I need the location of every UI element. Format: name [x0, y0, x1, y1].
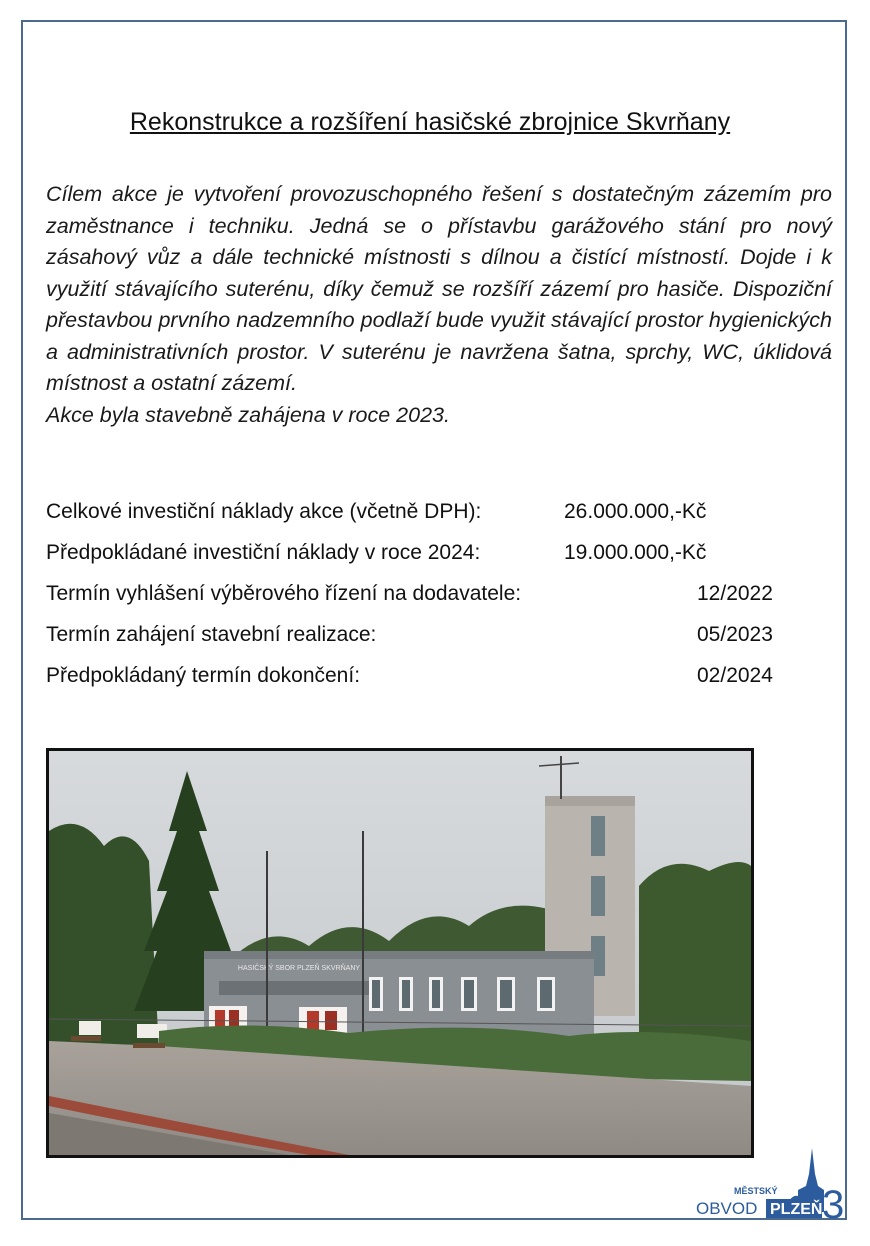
fact-label: Celkové investiční náklady akce (včetně DPH): — [46, 500, 482, 523]
fact-label: Termín zahájení stavební realizace: — [46, 623, 377, 646]
fact-value: 05/2023 — [697, 623, 773, 646]
page-title: Rekonstrukce a rozšíření hasičské zbrojnice Skvrňany — [129, 108, 731, 136]
fact-row — [46, 500, 707, 524]
fact-label: Předpokládaný termín dokončení: — [46, 664, 361, 687]
logo-line2b: PLZEŇ — [770, 1201, 823, 1218]
logo-line1: MĚSTSKÝ — [734, 1186, 778, 1196]
intro-text — [46, 179, 832, 431]
logo-line2a: OBVOD — [696, 1199, 758, 1218]
fact-row — [46, 541, 707, 565]
fact-label: Předpokládané investiční náklady v roce 2024: — [46, 541, 481, 564]
fire-station-photo — [46, 748, 754, 1158]
intro-paragraph: Cílem akce je vytvoření provozuschopného řešení s dostatečným zázemím pro zaměstnance i techniku. Jedná se o přístavbu garážového stání pro nový zásahový vůz a dále technické místnosti s dílnou a čistící místností. Dojde i k využití stávajícího suterénu, díky čemuž se rozšíří zázemí pro hasiče. Dispoziční přestavbou prvního nadzemního podlaží bude využit stávající prostor hygienických a administrativních prostor. V suterénu je navržena šatna, sprchy, WC, úklidová místnost a ostatní zázemí. — [46, 182, 832, 395]
mestsky-obvod-plzen-3-logo — [694, 1146, 850, 1226]
fact-label: Termín vyhlášení výběrového řízení na dodavatele: — [46, 582, 522, 605]
fact-row — [46, 582, 773, 606]
logo-number: 3 — [822, 1183, 845, 1226]
fact-row — [46, 664, 773, 688]
start-note: Akce byla stavebně zahájena v roce 2023. — [46, 402, 450, 427]
fact-row — [46, 623, 773, 647]
fact-value: 12/2022 — [697, 582, 773, 605]
fact-value: 19.000.000,-Kč — [564, 541, 707, 564]
photo-sign: HASIČSKÝ SBOR PLZEŇ SKVRŇANY — [237, 965, 361, 972]
fact-value: 02/2024 — [697, 664, 773, 687]
fact-value: 26.000.000,-Kč — [564, 500, 707, 523]
